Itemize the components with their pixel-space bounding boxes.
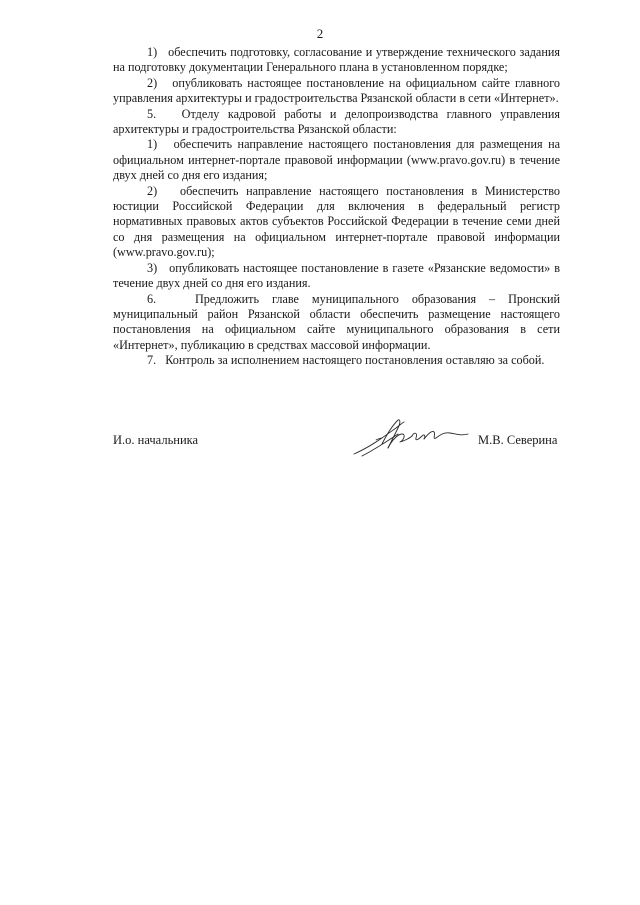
paragraph-point-7: 7. Контроль за исполнением настоящего постановления оставляю за собой. <box>147 353 545 368</box>
handwritten-signature <box>352 414 470 460</box>
paragraph-item-2-ministry-justice: 2) обеспечить направление настоящего постановления в Министерство юстиции Российской Федерации для включения в федеральный регистр нормативных правовых актов субъектов Российской Федерации в течение семи дней со дня размещения на официальном интернет-портале правовой информации (www.pravo.gov.ru); <box>113 183 560 260</box>
document-body <box>113 45 560 369</box>
paragraph-item-1-tech-assignment: 1) обеспечить подготовку, согласование и утверждение технического задания на подготовку документации Генерального плана в установленном порядке; <box>113 45 560 75</box>
paragraph-item-3-newspaper: 3) опубликовать настоящее постановление в газете «Рязанские ведомости» в течение двух дней со дня его издания. <box>113 260 560 291</box>
signatory-name: М.В. Северина <box>478 433 558 447</box>
signatory-title: И.о. начальника <box>113 433 199 447</box>
paragraph-point-5: 5. Отделу кадровой работы и делопроизводства главного управления архитектуры и градостроительства Рязанской области: <box>113 106 560 137</box>
paragraph-point-6: 6. Предложить главе муниципального образования – Пронский муниципальный район Рязанской области обеспечить размещение настоящего постановления на официальном сайте муниципального образования в сети «Интернет», публикацию в средствах массовой информации. <box>113 291 560 352</box>
page-number: 2 <box>316 26 324 41</box>
paragraph-item-2-publish-site: 2) опубликовать настоящее постановление на официальном сайте главного управления архитектуры и градостроительства Рязанской области в сети «Интернет». <box>113 75 560 106</box>
paragraph-item-1-pravo-portal: 1) обеспечить направление настоящего постановления для размещения на официальном интернет-портале правовой информации (www.pravo.gov.ru) в течение двух дней со дня его издания; <box>113 137 560 183</box>
